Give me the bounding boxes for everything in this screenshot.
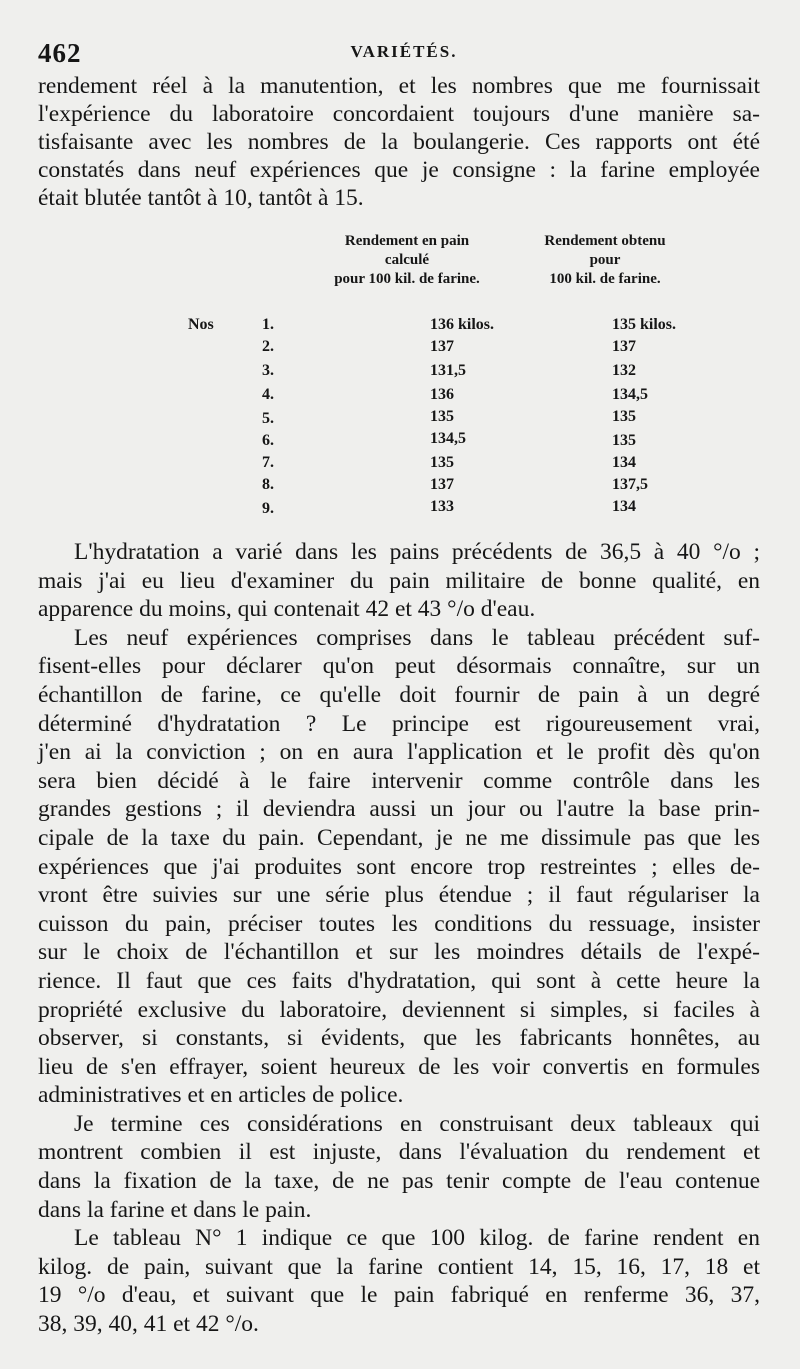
header-line: Rendement obtenu [544,233,666,249]
text-line: était blutée tantôt à 10, tantôt à 15. [38,185,364,211]
cell-computed: 136 [430,386,454,403]
page-header [38,38,770,72]
row-number: 3. [262,362,274,379]
text-line: déterminé d'hydratation ? Le principe est rigoureusement vrai, [38,710,760,737]
cell-obtained: 134 [612,454,636,471]
cell-obtained: 134,5 [612,386,648,403]
column-header-computed-yield [312,232,502,289]
cell-computed: 137 [430,476,454,493]
cell-computed: 136 kilos. [430,316,495,333]
cell-obtained: 135 kilos. [612,316,677,333]
text-line: apparence du moins, qui contenait 42 et 43 °/o d'eau. [38,596,536,623]
text-line: montrent combien il est injuste, dans l'évaluation du rendement et [38,1139,760,1166]
text-line: rendement réel à la manutention, et les nombres que me fournissait [38,73,760,99]
header-line: pour [589,252,621,268]
text-line: mais j'ai eu lieu d'examiner du pain militaire de bonne qualité, en [38,567,760,594]
text-line: échantillon de farine, ce qu'elle doit fournir de pain à un degré [38,681,760,708]
text-line: observer, si constants, si évidents, que les fabricants honnêtes, au [38,1025,760,1052]
text-line: administratives et en articles de police. [38,1082,404,1109]
row-number: 9. [262,500,274,517]
header-line: 100 kil. de farine. [549,271,661,287]
row-number: 8. [262,476,274,493]
text-line: Je termine ces considérations en construisant deux tableaux qui [74,1110,760,1137]
text-line: constatés dans neuf expériences que je consigne : la farine employée [38,157,760,183]
cell-computed: 131,5 [430,362,466,379]
text-line: lieu de s'en effrayer, soient heureux de les voir convertis en formules [38,1053,760,1080]
column-header-obtained-yield [500,232,710,289]
text-line: sera bien décidé à le faire intervenir comme contrôle dans les [38,767,760,794]
yield-table [38,232,760,522]
cell-computed: 135 [430,454,454,471]
text-line: 38, 39, 40, 41 et 42 °/o. [38,1311,259,1338]
text-line: j'en ai la conviction ; on en aura l'application et le profit dès qu'on [38,739,760,766]
cell-obtained: 132 [612,362,636,379]
text-line: expériences que j'ai produites sont encore trop restreintes ; elles de- [38,853,760,880]
text-line: sur le choix de l'échantillon et sur les moindres détails de l'expé- [38,939,760,966]
cell-obtained: 137,5 [612,476,648,493]
cell-obtained: 135 [612,432,636,449]
text-line: dans la farine et dans le pain. [38,1196,312,1223]
text-line: Les neuf expériences comprises dans le tableau précédent suf- [74,624,760,651]
row-label-nos: Nos [188,316,214,333]
cell-obtained: 135 [612,408,636,425]
body-text [38,538,760,1339]
cell-computed: 137 [430,338,454,355]
text-line: Le tableau N° 1 indique ce que 100 kilog. de farine rendent en [74,1225,760,1252]
text-line: tisfaisante avec les nombres de la boulangerie. Ces rapports ont été [38,129,760,155]
cell-computed: 135 [430,408,454,425]
page-number: 462 [38,38,82,68]
text-line: grandes gestions ; il deviendra aussi un jour ou l'autre la base prin- [38,796,760,823]
row-number: 6. [262,432,274,449]
row-number: 5. [262,410,274,427]
text-line: rience. Il faut que ces faits d'hydratation, qui sont à cette heure la [38,967,760,994]
text-line: kilog. de pain, suivant que la farine contient 14, 15, 16, 17, 18 et [38,1253,760,1280]
row-number: 2. [262,338,274,355]
cell-computed: 134,5 [430,430,466,447]
text-line: l'expérience du laboratoire concordaient toujours d'une manière sa- [38,101,760,127]
header-line: pour 100 kil. de farine. [334,271,480,287]
row-number: 1. [262,316,274,333]
cell-obtained: 134 [612,498,636,515]
row-number: 7. [262,454,274,471]
text-line: cuisson du pain, préciser toutes les conditions du ressuage, insister [38,910,760,937]
text-line: cipale de la taxe du pain. Cependant, je ne me dissimule pas que les [38,824,760,851]
cell-computed: 133 [430,498,454,515]
header-line: calculé [384,252,430,268]
text-line: fisent-elles pour déclarer qu'on peut désormais connaître, sur un [38,653,760,680]
text-line: propriété exclusive du laboratoire, deviennent si simples, si faciles à [38,996,760,1023]
cell-obtained: 137 [612,338,636,355]
text-line: L'hydratation a varié dans les pains précédents de 36,5 à 40 °/o ; [74,539,760,565]
text-line: 19 °/o d'eau, et suivant que le pain fabriqué en renferme 36, 37, [38,1282,760,1309]
text-line: vront être suivies sur une série plus étendue ; il faut régulariser la [38,882,760,909]
header-line: Rendement en pain [344,233,470,249]
running-head: VARIÉTÉS. [350,42,458,61]
text-line: dans la fixation de la taxe, de ne pas tenir compte de l'eau contenue [38,1168,760,1195]
intro-paragraph [38,72,760,212]
row-number: 4. [262,386,274,403]
